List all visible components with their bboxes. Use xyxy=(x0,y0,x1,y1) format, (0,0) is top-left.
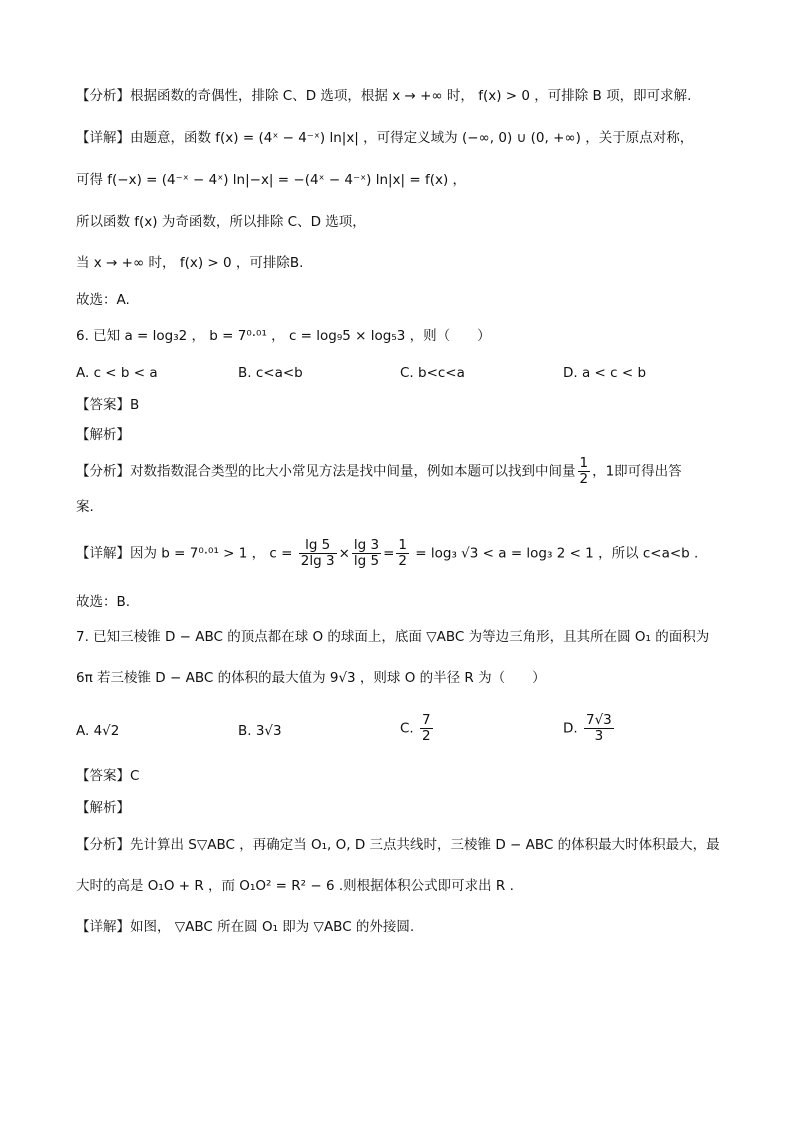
q6-jiexi: 【解析】 xyxy=(76,427,130,443)
fraction-numerator: 7√3 xyxy=(585,712,612,728)
q6-detail-pre: 【详解】因为 b = 7⁰·⁰¹ > 1 ， c = xyxy=(76,545,293,562)
q7-analysis-1: 【分析】先计算出 S▽ABC ，再确定当 O₁, O, D 三点共线时，三棱锥 D − ABC 的体积最大时体积最大，最 xyxy=(76,837,720,853)
fraction-half xyxy=(396,538,409,569)
question-6: 6. 已知 a = log₃2 ， b = 7⁰·⁰¹ ， c = log₉5 × log₅3 ，则（ ） xyxy=(76,328,491,344)
q7-option-a: A. 4√2 xyxy=(76,723,120,739)
question-7-line-1: 7. 已知三棱锥 D − ABC 的顶点都在球 O 的球面上，底面 ▽ABC 为等边三角形，且其所在圆 O₁ 的面积为 xyxy=(76,629,710,645)
q7-option-b: B. 3√3 xyxy=(238,723,282,739)
q6-option-c: C. b<c<a xyxy=(400,365,465,381)
q6-option-d: D. a < c < b xyxy=(563,365,647,381)
q6-analysis-cont: 案. xyxy=(76,499,94,515)
q7-answer: 【答案】C xyxy=(76,768,140,784)
detail-line: 可得 f(−x) = (4⁻ˣ − 4ˣ) ln|−x| = −(4ˣ − 4⁻ˣ) ln|x| = f(x) ， xyxy=(76,172,467,188)
fraction-denominator: lg 5 xyxy=(353,553,380,569)
fraction-numerator: lg 5 xyxy=(299,538,337,554)
fraction-numerator: 7 xyxy=(422,712,431,728)
fraction-numerator: 1 xyxy=(398,537,407,553)
fraction-denominator: 2 xyxy=(579,471,589,487)
q7-detail: 【详解】如图， ▽ABC 所在圆 O₁ 即为 ▽ABC 的外接圆. xyxy=(76,919,415,935)
q6-analysis xyxy=(76,456,682,487)
answer-choice-line: 故选：A. xyxy=(76,292,130,308)
fraction-numerator: lg 3 xyxy=(353,537,380,553)
q7-jiexi: 【解析】 xyxy=(76,800,130,816)
fraction-numerator: 1 xyxy=(579,455,589,471)
q7-analysis-2: 大时的高是 O₁O + R ，而 O₁O² = R² − 6 .则根据体积公式即可求出 R . xyxy=(76,878,514,894)
fraction-denominator: 3 xyxy=(594,728,604,744)
q6-answer: 【答案】B xyxy=(76,397,140,413)
fraction-denominator: 2 xyxy=(422,728,431,744)
q6-detail xyxy=(76,538,698,569)
times-sign: × xyxy=(338,545,350,562)
question-7-line-2: 6π 若三棱锥 D − ABC 的体积的最大值为 9√3 ，则球 O 的半径 R 为（ ） xyxy=(76,670,546,686)
fraction-lg3-lg5 xyxy=(352,538,381,569)
q6-option-a: A. c < b < a xyxy=(76,365,158,381)
fraction-lg5-2lg3 xyxy=(299,538,337,569)
q6-half-fraction xyxy=(578,456,591,487)
q6-choice: 故选：B. xyxy=(76,594,131,610)
fraction-denominator: 2 xyxy=(398,553,407,569)
q6-analysis-text: 【分析】对数指数混合类型的比大小常见方法是找中间量，例如本题可以找到中间量 xyxy=(76,463,576,480)
detail-line: 【详解】由题意，函数 f(x) = (4ˣ − 4⁻ˣ) ln|x| ，可得定义域为 (−∞, 0) ∪ (0, +∞) ，关于原点对称， xyxy=(76,130,694,146)
q6-detail-post: = log₃ √3 < a = log₃ 2 < 1 ，所以 c<a<b . xyxy=(415,545,699,562)
option-label: D. xyxy=(563,720,578,737)
fraction-7-2 xyxy=(420,713,433,744)
option-label: C. xyxy=(400,720,414,737)
analysis-line: 【分析】根据函数的奇偶性，排除 C、D 选项，根据 x → +∞ 时， f(x) > 0 ，可排除 B 项，即可求解. xyxy=(76,88,692,104)
q6-option-b: B. c<a<b xyxy=(238,365,303,381)
q7-option-c xyxy=(400,713,435,744)
q7-option-d xyxy=(563,713,616,744)
detail-line: 所以函数 f(x) 为奇函数，所以排除 C、D 选项， xyxy=(76,214,366,230)
equals-sign: = xyxy=(383,545,395,562)
fraction-7sqrt3-3 xyxy=(584,713,614,744)
q6-analysis-text-2: ，1即可得出答 xyxy=(592,463,682,480)
fraction-denominator: 2lg 3 xyxy=(300,553,335,569)
detail-line: 当 x → +∞ 时， f(x) > 0 ，可排除B. xyxy=(76,255,304,271)
